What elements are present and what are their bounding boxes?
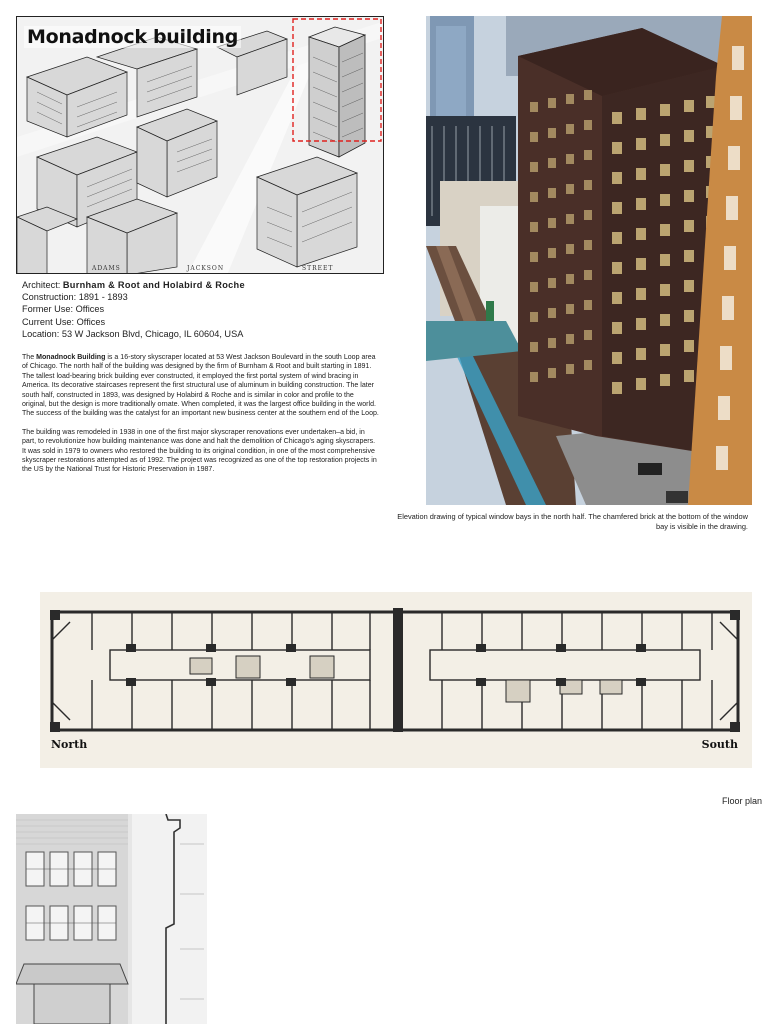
description-lead: The bbox=[22, 354, 37, 361]
building-metadata bbox=[22, 279, 382, 340]
description-paragraph-1 bbox=[22, 353, 380, 419]
photo-caption: Elevation drawing of typical window bays in the north half. The chamfered brick at the bottom of the window bay is visible in the drawing. bbox=[397, 512, 748, 531]
current-use-label: Current Use: bbox=[22, 316, 75, 327]
description-body-1: is a 16-story skyscraper located at 53 West Jackson Boulevard in the south Loop area of Chicago. The north half of the building was designed by the firm of Burnham & Root and built starting in 1891. The tallest load-bearing brick building ever constructed, it employed the first portal system of wind bracing in America. Its decorative staircases represent the first structural use of aluminum in building construction. The later south half, constructed in 1893, was designed by Holabird & Roche and is similar in color and profile to the original, but the design is more traditionally ornate. When completed, it was the largest office building in the world. The success of the building was the catalyst for an important new business center at the southern end of the Loop. bbox=[22, 354, 379, 418]
floor-plan-north-label: North bbox=[51, 738, 88, 751]
construction-label: Construction: bbox=[22, 292, 77, 303]
elevation-sketch bbox=[16, 814, 207, 1024]
construction-value: 1891 - 1893 bbox=[78, 292, 128, 303]
architect-value: Burnham & Root and Holabird & Roche bbox=[62, 280, 245, 290]
aerial-title: Monadnock building bbox=[24, 26, 241, 48]
current-use-value: Offices bbox=[76, 316, 106, 327]
architect-label: Architect: bbox=[22, 280, 61, 290]
aerial-sketch bbox=[17, 17, 384, 274]
floor-plan-drawing bbox=[40, 592, 752, 768]
street-label-adams: ADAMS bbox=[92, 265, 121, 272]
building-photo bbox=[426, 16, 752, 505]
former-use-value: Offices bbox=[75, 304, 105, 315]
location-label: Location: bbox=[22, 328, 60, 339]
former-use-label: Former Use: bbox=[22, 304, 74, 315]
floor-plan-south-label: South bbox=[701, 738, 738, 751]
construction-row bbox=[22, 291, 382, 303]
location-row bbox=[22, 328, 382, 340]
location-value: 53 W Jackson Blvd, Chicago, IL 60604, USA bbox=[61, 328, 244, 339]
former-use-row bbox=[22, 303, 382, 315]
floor-plan bbox=[40, 592, 752, 768]
building-name: Monadnock Building bbox=[36, 354, 106, 361]
photo-illustration bbox=[426, 16, 752, 505]
current-use-row bbox=[22, 316, 382, 328]
floor-plan-caption: Floor plan bbox=[721, 796, 762, 806]
street-label-jackson: JACKSON bbox=[187, 265, 225, 272]
description-paragraph-2: The building was remodeled in 1938 in one of the first major skyscraper renovations ever undertaken–a bid, in part, to revolutionize how building maintenance was done and halt the demolition of Chicago's aging skyscrapers. It was sold in 1979 to owners who restored the building to its original condition, in one of the most comprehensive skyscraper restorations attempted as of 1992. The project was recognized as one of the top restoration projects in the US by the National Trust for Historic Preservation in 1987. bbox=[22, 428, 377, 474]
street-label-street: STREET bbox=[302, 265, 334, 272]
aerial-drawing bbox=[16, 16, 384, 274]
elevation-drawing bbox=[16, 814, 207, 1024]
building-description bbox=[22, 353, 380, 484]
architect-row bbox=[22, 279, 382, 291]
